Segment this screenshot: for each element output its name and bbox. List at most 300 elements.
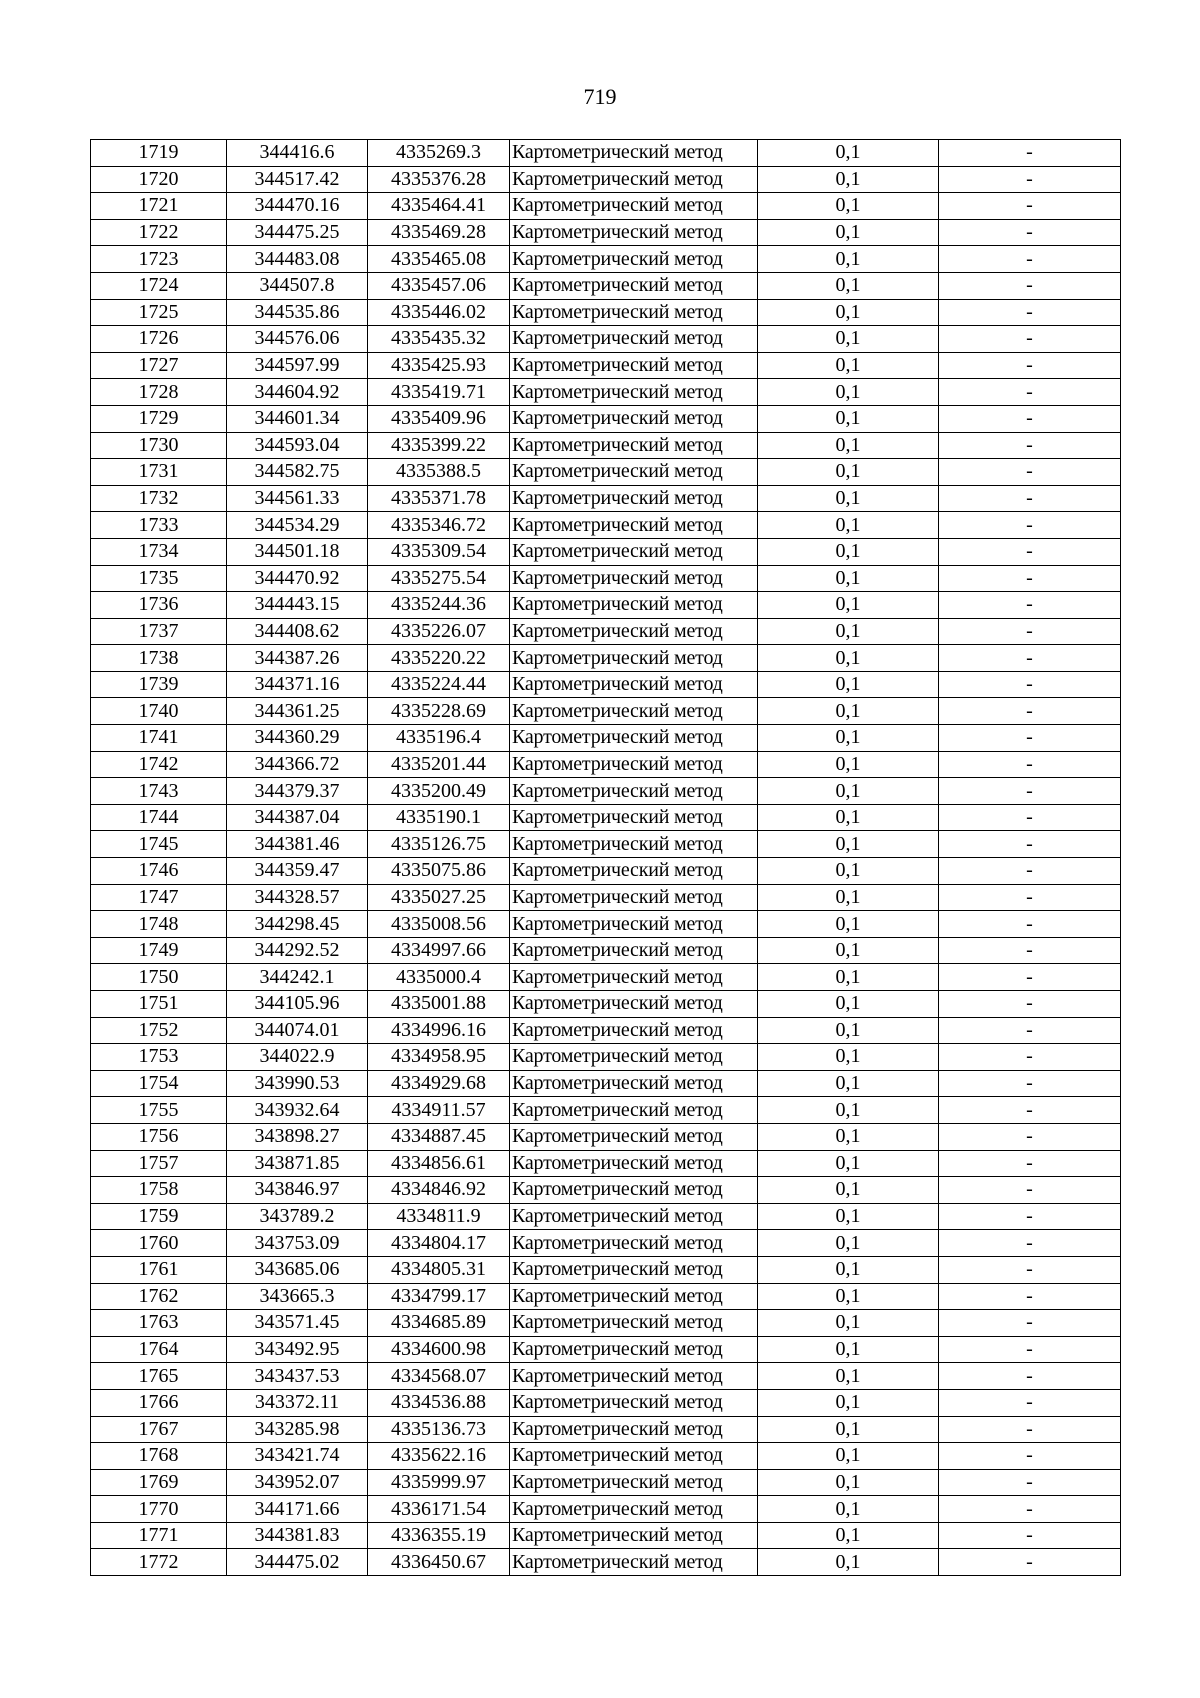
precision-cell: 0,1 (758, 459, 939, 486)
x-coordinate-cell: 344470.16 (227, 193, 368, 220)
precision-cell: 0,1 (758, 804, 939, 831)
x-coordinate-cell: 344379.37 (227, 778, 368, 805)
table-row (91, 512, 1121, 539)
precision-cell: 0,1 (758, 991, 939, 1018)
x-coordinate-cell: 344292.52 (227, 937, 368, 964)
x-coordinate-cell: 344022.9 (227, 1044, 368, 1071)
table-row (91, 1389, 1121, 1416)
description-cell: - (939, 831, 1121, 858)
precision-cell: 0,1 (758, 1416, 939, 1443)
precision-cell: 0,1 (758, 193, 939, 220)
table-row (91, 379, 1121, 406)
table-row (91, 831, 1121, 858)
method-cell: Картометрический метод (510, 1522, 758, 1549)
method-cell: Картометрический метод (510, 1070, 758, 1097)
table-row (91, 1496, 1121, 1523)
precision-cell: 0,1 (758, 964, 939, 991)
description-cell: - (939, 1097, 1121, 1124)
description-cell: - (939, 299, 1121, 326)
precision-cell: 0,1 (758, 246, 939, 273)
method-cell: Картометрический метод (510, 964, 758, 991)
method-cell: Картометрический метод (510, 1443, 758, 1470)
y-coordinate-cell: 4334536.88 (368, 1389, 510, 1416)
precision-cell: 0,1 (758, 1097, 939, 1124)
x-coordinate-cell: 343571.45 (227, 1310, 368, 1337)
table-row (91, 565, 1121, 592)
x-coordinate-cell: 344416.6 (227, 140, 368, 167)
method-cell: Картометрический метод (510, 1203, 758, 1230)
method-cell: Картометрический метод (510, 1389, 758, 1416)
page-number: 719 (583, 84, 617, 109)
description-cell: - (939, 1336, 1121, 1363)
table-row (91, 1310, 1121, 1337)
table-row (91, 405, 1121, 432)
y-coordinate-cell: 4334805.31 (368, 1256, 510, 1283)
y-coordinate-cell: 4335027.25 (368, 884, 510, 911)
y-coordinate-cell: 4335275.54 (368, 565, 510, 592)
x-coordinate-cell: 344381.83 (227, 1522, 368, 1549)
method-cell: Картометрический метод (510, 140, 758, 167)
x-coordinate-cell: 343437.53 (227, 1363, 368, 1390)
method-cell: Картометрический метод (510, 193, 758, 220)
table-row (91, 778, 1121, 805)
method-cell: Картометрический метод (510, 512, 758, 539)
y-coordinate-cell: 4334799.17 (368, 1283, 510, 1310)
x-coordinate-cell: 344501.18 (227, 538, 368, 565)
precision-cell: 0,1 (758, 1469, 939, 1496)
table-row (91, 725, 1121, 752)
description-cell: - (939, 1230, 1121, 1257)
y-coordinate-cell: 4335371.78 (368, 485, 510, 512)
y-coordinate-cell: 4335008.56 (368, 911, 510, 938)
y-coordinate-cell: 4335409.96 (368, 405, 510, 432)
x-coordinate-cell: 344483.08 (227, 246, 368, 273)
y-coordinate-cell: 4335200.49 (368, 778, 510, 805)
method-cell: Картометрический метод (510, 804, 758, 831)
description-cell: - (939, 751, 1121, 778)
x-coordinate-cell: 344604.92 (227, 379, 368, 406)
table-row (91, 671, 1121, 698)
description-cell: - (939, 1496, 1121, 1523)
precision-cell: 0,1 (758, 778, 939, 805)
x-coordinate-cell: 343898.27 (227, 1123, 368, 1150)
method-cell: Картометрический метод (510, 884, 758, 911)
point-number-cell: 1759 (91, 1203, 227, 1230)
precision-cell: 0,1 (758, 831, 939, 858)
y-coordinate-cell: 4335224.44 (368, 671, 510, 698)
y-coordinate-cell: 4335446.02 (368, 299, 510, 326)
x-coordinate-cell: 344298.45 (227, 911, 368, 938)
x-coordinate-cell: 343665.3 (227, 1283, 368, 1310)
coordinates-table (90, 139, 1121, 1576)
description-cell: - (939, 1177, 1121, 1204)
point-number-cell: 1722 (91, 219, 227, 246)
point-number-cell: 1736 (91, 592, 227, 619)
precision-cell: 0,1 (758, 1017, 939, 1044)
point-number-cell: 1733 (91, 512, 227, 539)
description-cell: - (939, 1203, 1121, 1230)
method-cell: Картометрический метод (510, 565, 758, 592)
description-cell: - (939, 725, 1121, 752)
table-row (91, 352, 1121, 379)
table-row (91, 538, 1121, 565)
point-number-cell: 1767 (91, 1416, 227, 1443)
x-coordinate-cell: 344074.01 (227, 1017, 368, 1044)
x-coordinate-cell: 344171.66 (227, 1496, 368, 1523)
y-coordinate-cell: 4334811.9 (368, 1203, 510, 1230)
y-coordinate-cell: 4336450.67 (368, 1549, 510, 1576)
point-number-cell: 1735 (91, 565, 227, 592)
table-row (91, 1044, 1121, 1071)
x-coordinate-cell: 344105.96 (227, 991, 368, 1018)
table-row (91, 459, 1121, 486)
table-row (91, 911, 1121, 938)
table-row (91, 645, 1121, 672)
method-cell: Картометрический метод (510, 1496, 758, 1523)
description-cell: - (939, 1123, 1121, 1150)
table-row (91, 1203, 1121, 1230)
y-coordinate-cell: 4334846.92 (368, 1177, 510, 1204)
precision-cell: 0,1 (758, 1070, 939, 1097)
y-coordinate-cell: 4334856.61 (368, 1150, 510, 1177)
method-cell: Картометрический метод (510, 299, 758, 326)
precision-cell: 0,1 (758, 219, 939, 246)
description-cell: - (939, 1443, 1121, 1470)
x-coordinate-cell: 344371.16 (227, 671, 368, 698)
precision-cell: 0,1 (758, 698, 939, 725)
y-coordinate-cell: 4334804.17 (368, 1230, 510, 1257)
table-row (91, 1283, 1121, 1310)
y-coordinate-cell: 4334929.68 (368, 1070, 510, 1097)
method-cell: Картометрический метод (510, 698, 758, 725)
point-number-cell: 1743 (91, 778, 227, 805)
y-coordinate-cell: 4334685.89 (368, 1310, 510, 1337)
description-cell: - (939, 459, 1121, 486)
precision-cell: 0,1 (758, 405, 939, 432)
y-coordinate-cell: 4335388.5 (368, 459, 510, 486)
y-coordinate-cell: 4334997.66 (368, 937, 510, 964)
y-coordinate-cell: 4335226.07 (368, 618, 510, 645)
point-number-cell: 1749 (91, 937, 227, 964)
y-coordinate-cell: 4334600.98 (368, 1336, 510, 1363)
description-cell: - (939, 246, 1121, 273)
description-cell: - (939, 1256, 1121, 1283)
precision-cell: 0,1 (758, 1522, 939, 1549)
table-row (91, 1150, 1121, 1177)
description-cell: - (939, 1017, 1121, 1044)
description-cell: - (939, 1363, 1121, 1390)
y-coordinate-cell: 4335136.73 (368, 1416, 510, 1443)
table-row (91, 1469, 1121, 1496)
x-coordinate-cell: 344561.33 (227, 485, 368, 512)
point-number-cell: 1728 (91, 379, 227, 406)
table-row (91, 1336, 1121, 1363)
coordinates-table-body (91, 140, 1121, 1576)
description-cell: - (939, 565, 1121, 592)
method-cell: Картометрический метод (510, 1097, 758, 1124)
description-cell: - (939, 804, 1121, 831)
table-row (91, 618, 1121, 645)
table-row (91, 432, 1121, 459)
method-cell: Картометрический метод (510, 326, 758, 353)
x-coordinate-cell: 344360.29 (227, 725, 368, 752)
y-coordinate-cell: 4335269.3 (368, 140, 510, 167)
x-coordinate-cell: 343846.97 (227, 1177, 368, 1204)
x-coordinate-cell: 343285.98 (227, 1416, 368, 1443)
y-coordinate-cell: 4335399.22 (368, 432, 510, 459)
point-number-cell: 1746 (91, 858, 227, 885)
x-coordinate-cell: 343990.53 (227, 1070, 368, 1097)
precision-cell: 0,1 (758, 1549, 939, 1576)
table-row (91, 166, 1121, 193)
point-number-cell: 1764 (91, 1336, 227, 1363)
precision-cell: 0,1 (758, 1363, 939, 1390)
y-coordinate-cell: 4335000.4 (368, 964, 510, 991)
x-coordinate-cell: 344535.86 (227, 299, 368, 326)
description-cell: - (939, 1389, 1121, 1416)
x-coordinate-cell: 344601.34 (227, 405, 368, 432)
x-coordinate-cell: 343871.85 (227, 1150, 368, 1177)
table-row (91, 1416, 1121, 1443)
precision-cell: 0,1 (758, 858, 939, 885)
x-coordinate-cell: 344361.25 (227, 698, 368, 725)
description-cell: - (939, 884, 1121, 911)
point-number-cell: 1768 (91, 1443, 227, 1470)
precision-cell: 0,1 (758, 1389, 939, 1416)
table-row (91, 937, 1121, 964)
x-coordinate-cell: 343952.07 (227, 1469, 368, 1496)
y-coordinate-cell: 4335425.93 (368, 352, 510, 379)
precision-cell: 0,1 (758, 1336, 939, 1363)
table-row (91, 326, 1121, 353)
table-row (91, 219, 1121, 246)
method-cell: Картометрический метод (510, 485, 758, 512)
x-coordinate-cell: 344582.75 (227, 459, 368, 486)
point-number-cell: 1726 (91, 326, 227, 353)
y-coordinate-cell: 4335201.44 (368, 751, 510, 778)
point-number-cell: 1762 (91, 1283, 227, 1310)
precision-cell: 0,1 (758, 751, 939, 778)
x-coordinate-cell: 344517.42 (227, 166, 368, 193)
method-cell: Картометрический метод (510, 671, 758, 698)
point-number-cell: 1740 (91, 698, 227, 725)
description-cell: - (939, 964, 1121, 991)
description-cell: - (939, 1150, 1121, 1177)
description-cell: - (939, 485, 1121, 512)
method-cell: Картометрический метод (510, 991, 758, 1018)
method-cell: Картометрический метод (510, 459, 758, 486)
point-number-cell: 1742 (91, 751, 227, 778)
precision-cell: 0,1 (758, 1150, 939, 1177)
point-number-cell: 1769 (91, 1469, 227, 1496)
table-row (91, 246, 1121, 273)
description-cell: - (939, 1310, 1121, 1337)
method-cell: Картометрический метод (510, 1310, 758, 1337)
point-number-cell: 1741 (91, 725, 227, 752)
point-number-cell: 1729 (91, 405, 227, 432)
table-row (91, 1443, 1121, 1470)
point-number-cell: 1765 (91, 1363, 227, 1390)
x-coordinate-cell: 344475.25 (227, 219, 368, 246)
method-cell: Картометрический метод (510, 219, 758, 246)
method-cell: Картометрический метод (510, 592, 758, 619)
x-coordinate-cell: 344534.29 (227, 512, 368, 539)
table-row (91, 299, 1121, 326)
x-coordinate-cell: 344443.15 (227, 592, 368, 619)
precision-cell: 0,1 (758, 937, 939, 964)
precision-cell: 0,1 (758, 485, 939, 512)
y-coordinate-cell: 4335196.4 (368, 725, 510, 752)
table-row (91, 272, 1121, 299)
y-coordinate-cell: 4335220.22 (368, 645, 510, 672)
method-cell: Картометрический метод (510, 1416, 758, 1443)
point-number-cell: 1763 (91, 1310, 227, 1337)
description-cell: - (939, 911, 1121, 938)
point-number-cell: 1737 (91, 618, 227, 645)
point-number-cell: 1734 (91, 538, 227, 565)
point-number-cell: 1772 (91, 1549, 227, 1576)
table-row (91, 485, 1121, 512)
table-row (91, 140, 1121, 167)
point-number-cell: 1770 (91, 1496, 227, 1523)
y-coordinate-cell: 4335464.41 (368, 193, 510, 220)
table-row (91, 964, 1121, 991)
table-row (91, 751, 1121, 778)
y-coordinate-cell: 4335001.88 (368, 991, 510, 1018)
method-cell: Картометрический метод (510, 538, 758, 565)
method-cell: Картометрический метод (510, 1549, 758, 1576)
x-coordinate-cell: 344366.72 (227, 751, 368, 778)
method-cell: Картометрический метод (510, 1177, 758, 1204)
y-coordinate-cell: 4335419.71 (368, 379, 510, 406)
point-number-cell: 1731 (91, 459, 227, 486)
precision-cell: 0,1 (758, 725, 939, 752)
y-coordinate-cell: 4336355.19 (368, 1522, 510, 1549)
precision-cell: 0,1 (758, 1443, 939, 1470)
x-coordinate-cell: 344359.47 (227, 858, 368, 885)
precision-cell: 0,1 (758, 1123, 939, 1150)
method-cell: Картометрический метод (510, 166, 758, 193)
table-row (91, 804, 1121, 831)
y-coordinate-cell: 4335435.32 (368, 326, 510, 353)
description-cell: - (939, 432, 1121, 459)
table-row (91, 193, 1121, 220)
description-cell: - (939, 858, 1121, 885)
table-row (91, 592, 1121, 619)
method-cell: Картометрический метод (510, 1336, 758, 1363)
precision-cell: 0,1 (758, 166, 939, 193)
precision-cell: 0,1 (758, 272, 939, 299)
table-row (91, 884, 1121, 911)
point-number-cell: 1738 (91, 645, 227, 672)
description-cell: - (939, 991, 1121, 1018)
precision-cell: 0,1 (758, 1283, 939, 1310)
point-number-cell: 1745 (91, 831, 227, 858)
precision-cell: 0,1 (758, 911, 939, 938)
description-cell: - (939, 379, 1121, 406)
precision-cell: 0,1 (758, 1310, 939, 1337)
description-cell: - (939, 140, 1121, 167)
table-row (91, 858, 1121, 885)
point-number-cell: 1771 (91, 1522, 227, 1549)
y-coordinate-cell: 4335346.72 (368, 512, 510, 539)
description-cell: - (939, 671, 1121, 698)
method-cell: Картометрический метод (510, 246, 758, 273)
method-cell: Картометрический метод (510, 858, 758, 885)
y-coordinate-cell: 4336171.54 (368, 1496, 510, 1523)
method-cell: Картометрический метод (510, 1469, 758, 1496)
table-row (91, 1256, 1121, 1283)
y-coordinate-cell: 4335075.86 (368, 858, 510, 885)
y-coordinate-cell: 4334911.57 (368, 1097, 510, 1124)
x-coordinate-cell: 343421.74 (227, 1443, 368, 1470)
description-cell: - (939, 1416, 1121, 1443)
precision-cell: 0,1 (758, 1230, 939, 1257)
point-number-cell: 1744 (91, 804, 227, 831)
description-cell: - (939, 219, 1121, 246)
description-cell: - (939, 778, 1121, 805)
description-cell: - (939, 1522, 1121, 1549)
point-number-cell: 1730 (91, 432, 227, 459)
precision-cell: 0,1 (758, 645, 939, 672)
table-row (91, 1549, 1121, 1576)
description-cell: - (939, 512, 1121, 539)
point-number-cell: 1750 (91, 964, 227, 991)
method-cell: Картометрический метод (510, 272, 758, 299)
description-cell: - (939, 698, 1121, 725)
point-number-cell: 1719 (91, 140, 227, 167)
x-coordinate-cell: 343685.06 (227, 1256, 368, 1283)
method-cell: Картометрический метод (510, 645, 758, 672)
method-cell: Картометрический метод (510, 618, 758, 645)
precision-cell: 0,1 (758, 1044, 939, 1071)
precision-cell: 0,1 (758, 432, 939, 459)
method-cell: Картометрический метод (510, 1230, 758, 1257)
precision-cell: 0,1 (758, 140, 939, 167)
method-cell: Картометрический метод (510, 1150, 758, 1177)
x-coordinate-cell: 343789.2 (227, 1203, 368, 1230)
point-number-cell: 1732 (91, 485, 227, 512)
point-number-cell: 1754 (91, 1070, 227, 1097)
y-coordinate-cell: 4335244.36 (368, 592, 510, 619)
y-coordinate-cell: 4334887.45 (368, 1123, 510, 1150)
method-cell: Картометрический метод (510, 379, 758, 406)
description-cell: - (939, 193, 1121, 220)
point-number-cell: 1753 (91, 1044, 227, 1071)
table-row (91, 1123, 1121, 1150)
table-row (91, 1177, 1121, 1204)
point-number-cell: 1739 (91, 671, 227, 698)
description-cell: - (939, 538, 1121, 565)
method-cell: Картометрический метод (510, 831, 758, 858)
description-cell: - (939, 326, 1121, 353)
precision-cell: 0,1 (758, 538, 939, 565)
description-cell: - (939, 166, 1121, 193)
table-row (91, 1017, 1121, 1044)
table-row (91, 1097, 1121, 1124)
x-coordinate-cell: 343372.11 (227, 1389, 368, 1416)
point-number-cell: 1747 (91, 884, 227, 911)
point-number-cell: 1766 (91, 1389, 227, 1416)
y-coordinate-cell: 4335999.97 (368, 1469, 510, 1496)
description-cell: - (939, 405, 1121, 432)
precision-cell: 0,1 (758, 618, 939, 645)
y-coordinate-cell: 4335228.69 (368, 698, 510, 725)
description-cell: - (939, 618, 1121, 645)
y-coordinate-cell: 4334996.16 (368, 1017, 510, 1044)
x-coordinate-cell: 343492.95 (227, 1336, 368, 1363)
precision-cell: 0,1 (758, 512, 939, 539)
